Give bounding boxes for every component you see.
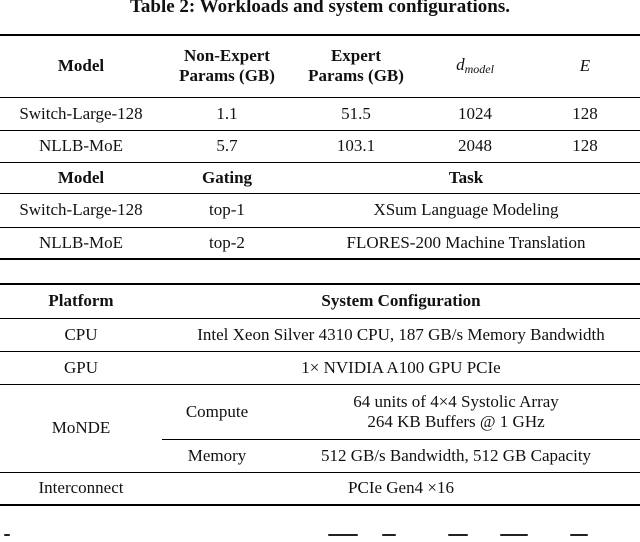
header-nonexpert-line1: Non-Expert — [184, 46, 270, 66]
cell-config: 512 GB/s Bandwidth, 512 GB Capacity — [320, 445, 592, 465]
table-caption: Table 2: Workloads and system configurations. — [129, 0, 511, 17]
header-expert-line1: Expert — [330, 46, 382, 66]
header-system-config: System Configuration — [321, 291, 481, 311]
compute-config-line1: 64 units of 4×4 Systolic Array — [353, 391, 559, 411]
cell-gating: top-2 — [209, 232, 245, 252]
table-row — [0, 97, 640, 130]
header-expert-line2: Params (GB) — [308, 66, 404, 86]
header-expert-params — [292, 35, 420, 97]
cell-expert: 103.1 — [336, 136, 376, 155]
cell-subcategory: Compute — [162, 384, 272, 439]
cell-e: 128 — [572, 136, 598, 155]
cell-dmodel: 1024 — [458, 103, 492, 123]
cell-platform: MoNDE — [0, 384, 162, 472]
header-task: Task — [448, 167, 484, 187]
table-row — [0, 227, 640, 259]
header-nonexpert-params — [162, 35, 292, 97]
cell-subcategory: Memory — [187, 445, 247, 465]
cell-model: Switch-Large-128 — [19, 200, 143, 219]
table-row — [0, 384, 640, 439]
header-model-2: Model — [57, 167, 105, 187]
cell-task: XSum Language Modeling — [373, 200, 559, 219]
workloads-header-row-2 — [0, 162, 640, 193]
table-row — [0, 351, 640, 384]
header-e-symbol: E — [579, 56, 591, 76]
header-nonexpert-line2: Params (GB) — [179, 66, 275, 86]
cell-task: FLORES-200 Machine Translation — [346, 232, 586, 252]
cell-nonexpert: 5.7 — [216, 136, 238, 155]
workloads-table — [0, 34, 640, 260]
cell-model: NLLB-MoE — [38, 232, 124, 252]
header-model: Model — [57, 56, 105, 76]
cropped-text-line — [0, 530, 640, 542]
header-dmodel-symbol: d — [456, 55, 465, 75]
compute-config-line2: 264 KB Buffers @ 1 GHz — [367, 411, 545, 431]
table-row — [0, 193, 640, 227]
header-dmodel — [420, 35, 530, 97]
cell-platform: Interconnect — [38, 478, 124, 498]
cell-platform: CPU — [64, 324, 98, 344]
cell-config: PCIe Gen4 ×16 — [348, 478, 454, 498]
system-header-row — [0, 284, 640, 318]
cell-model: NLLB-MoE — [38, 136, 124, 155]
cell-gating: top-1 — [209, 200, 245, 219]
cell-model: Switch-Large-128 — [19, 103, 143, 123]
system-config-table — [0, 283, 640, 506]
table-row — [0, 130, 640, 162]
cell-config: 1× NVIDIA A100 GPU PCIe — [301, 357, 501, 377]
header-gating: Gating — [201, 167, 253, 187]
header-e — [530, 35, 640, 97]
cell-config — [272, 384, 640, 439]
cell-expert: 51.5 — [341, 103, 371, 123]
header-platform: Platform — [48, 291, 114, 311]
cell-config: Intel Xeon Silver 4310 CPU, 187 GB/s Memory Bandwidth — [197, 324, 605, 344]
header-dmodel-subscript: model — [464, 62, 494, 77]
cell-dmodel: 2048 — [458, 136, 492, 155]
table-row — [0, 318, 640, 351]
cell-platform: GPU — [63, 357, 98, 377]
cell-nonexpert: 1.1 — [216, 103, 238, 123]
workloads-header-row — [0, 35, 640, 97]
table-row — [0, 472, 640, 505]
cell-e: 128 — [572, 103, 598, 123]
